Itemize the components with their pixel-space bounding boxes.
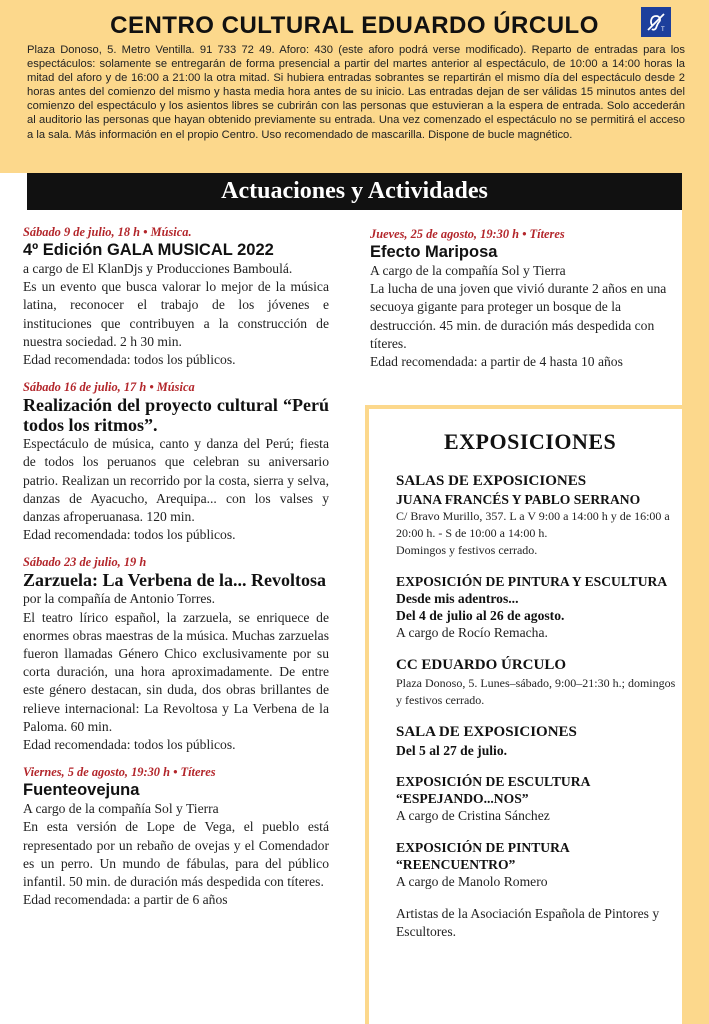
exhibition-text: A cargo de Rocío Remacha. (396, 625, 548, 640)
event-item (23, 224, 329, 369)
hearing-loop-icon (641, 7, 671, 37)
event-item (370, 226, 675, 371)
event-line: Edad recomendada: todos los públicos. (23, 737, 236, 753)
intro-text: Plaza Donoso, 5. Metro Ventilla. 91 733 72 49. Aforo: 430 (este aforo podrá verse modificado). Reparto de entradas para los espectáculos: solamente se entregarán de forma presencial a partir del martes anterior al espectáculo, de 10:00 a 14:00 horas la mitad del aforo y de 16:00 a 21:00 la otra mitad. Si hubiera entradas sobrantes se repartirán el mismo día del espectáculo desde 2 horas antes del comienzo del mismo y hasta media hora antes de su inicio. Las entradas dejan de ser válidas 15 minutos antes del comienzo del espectáculo y los asientos libres se cubrirán con las personas que estuvieran a la espera de entrada. Solo accederán al auditorio las personas que hayan obtenido previamente su entrada. Una vez comenzado el espectáculo no se permitirá el acceso a la sala. Más información en el propio Centro. Uso recomendado de mascarilla. Dispone de bucle magnético. (27, 44, 685, 141)
event-title: Fuenteovejuna (23, 781, 140, 800)
exhibition-heading: CC EDUARDO ÚRCULO (396, 657, 567, 673)
event-line: Edad recomendada: a partir de 4 hasta 10 años (370, 354, 623, 370)
exhibitions-section (396, 428, 682, 955)
event-line: por la compañía de Antonio Torres. (23, 591, 216, 607)
exhibition-heading: JUANA FRANCÉS Y PABLO SERRANO (396, 492, 641, 507)
exhibition-block (396, 839, 682, 891)
exhibition-heading: EXPOSICIÓN DE PINTURA Y ESCULTURA (396, 574, 668, 589)
exhibition-text: Artistas de la Asociación Española de Pintores y Escultores. (396, 906, 660, 939)
event-date: Sábado 16 de julio, 17 h • Música (23, 380, 195, 395)
section-title: Actuaciones y Actividades (27, 173, 682, 210)
exhibition-text: A cargo de Manolo Romero (396, 874, 548, 889)
event-item (23, 764, 329, 909)
exhibition-heading: SALA DE EXPOSICIONES (396, 724, 577, 740)
event-title: Zarzuela: La Verbena de la... Revoltosa (23, 570, 326, 591)
page-title: CENTRO CULTURAL EDUARDO ÚRCULO (110, 12, 599, 39)
exhibition-block (396, 573, 682, 642)
events-left-column (23, 224, 329, 919)
event-title: Efecto Mariposa (370, 243, 498, 261)
exhibition-block (396, 472, 682, 559)
side-strip (682, 173, 709, 1024)
exhibition-heading: EXPOSICIÓN DE PINTURA (396, 840, 570, 855)
event-item (23, 379, 329, 544)
exhibitions-frame-left (365, 405, 369, 1024)
event-date: Viernes, 5 de agosto, 19:30 h • Títeres (23, 765, 216, 780)
exhibitions-frame-top (365, 405, 682, 409)
exhibition-heading: EXPOSICIÓN DE ESCULTURA (396, 774, 591, 789)
event-line: Espectáculo de música, canto y danza del Perú; fiesta de todos los peruanos que celebran su aniversario patrio. Realizan un recorrido por la costa, sierra y selva, danzas de Ayacucho, Arequipa... con los valses y danzas afroperuanasa. 120 min. (23, 436, 329, 525)
event-date: Sábado 9 de julio, 18 h • Música. (23, 225, 192, 239)
event-item (23, 554, 329, 754)
exhibition-heading: “ESPEJANDO...NOS” (396, 791, 529, 806)
event-line: El teatro lírico español, la zarzuela, se enriquece de enormes obras maestras de la música. Muchas zarzuelas fueron llamadas Género Chico exclusivamente por su corta duración, una hora aproximadamente. De entre este género destacan, sin duda, dos obras brillantes de relieve internacional: La Revoltosa y La Verbena de la Paloma. 60 min. (23, 609, 329, 734)
event-line: A cargo de la compañía Sol y Tierra (370, 263, 566, 278)
svg-text:T: T (661, 27, 665, 33)
exhibition-details: Domingos y festivos cerrado. (396, 543, 538, 557)
event-title: Realización del proyecto cultural “Perú todos los ritmos”. (23, 395, 329, 436)
event-line: Es un evento que busca valorar lo mejor de la música latina, reconocer el trabajo de los jóvenes e instituciones que contribuyen a la construcción de nuestra sociedad. 2 h 30 min. (23, 279, 329, 349)
event-line: En esta versión de Lope de Vega, el pueblo está representado por un rebaño de ovejas y el Comendador es un perro. Un mundo de fábulas, para del público infantil. 50 min. de duración más despedida con títeres. (23, 819, 329, 890)
exhibition-heading: Del 5 al 27 de julio. (396, 743, 508, 758)
events-right-column (370, 226, 675, 381)
event-line: Edad recomendada: todos los públicos. (23, 527, 236, 543)
exhibition-block (396, 656, 682, 709)
event-line: Edad recomendada: todos los públicos. (23, 352, 236, 368)
exhibition-details: Plaza Donoso, 5. Lunes–sábado, 9:00–21:30 h.; domingos y festivos cerrado. (396, 676, 676, 707)
event-date: Sábado 23 de julio, 19 h (23, 555, 147, 570)
exhibition-text: A cargo de Cristina Sánchez (396, 808, 550, 823)
spacer (396, 456, 682, 472)
exhibition-heading: SALAS DE EXPOSICIONES (396, 473, 587, 489)
event-line: Edad recomendada: a partir de 6 años (23, 892, 228, 908)
exhibitions-title: EXPOSICIONES (444, 429, 617, 454)
exhibition-heading: Del 4 de julio al 26 de agosto. (396, 608, 565, 623)
event-line: a cargo de El KlanDjs y Producciones Bamboulá. (23, 261, 293, 276)
event-title: 4º Edición GALA MUSICAL 2022 (23, 241, 274, 259)
event-line: La lucha de una joven que vivió durante 2 años en una secuoya gigante para proteger un bosque de la destrucción. 45 min. de duración más despedida con títeres. (370, 281, 667, 351)
exhibition-block (396, 773, 682, 825)
exhibition-heading: Desde mis adentros... (396, 591, 519, 606)
exhibition-block (396, 723, 682, 759)
exhibition-heading: “REENCUENTRO” (396, 857, 516, 872)
event-date: Jueves, 25 de agosto, 19:30 h • Títeres (370, 227, 565, 241)
event-line: A cargo de la compañía Sol y Tierra (23, 801, 219, 817)
exhibition-block (396, 905, 682, 941)
exhibition-details: C/ Bravo Murillo, 357. L a V 9:00 a 14:00 h y de 16:00 a 20:00 h. - S de 10:00 a 14:00 h. (396, 509, 670, 540)
